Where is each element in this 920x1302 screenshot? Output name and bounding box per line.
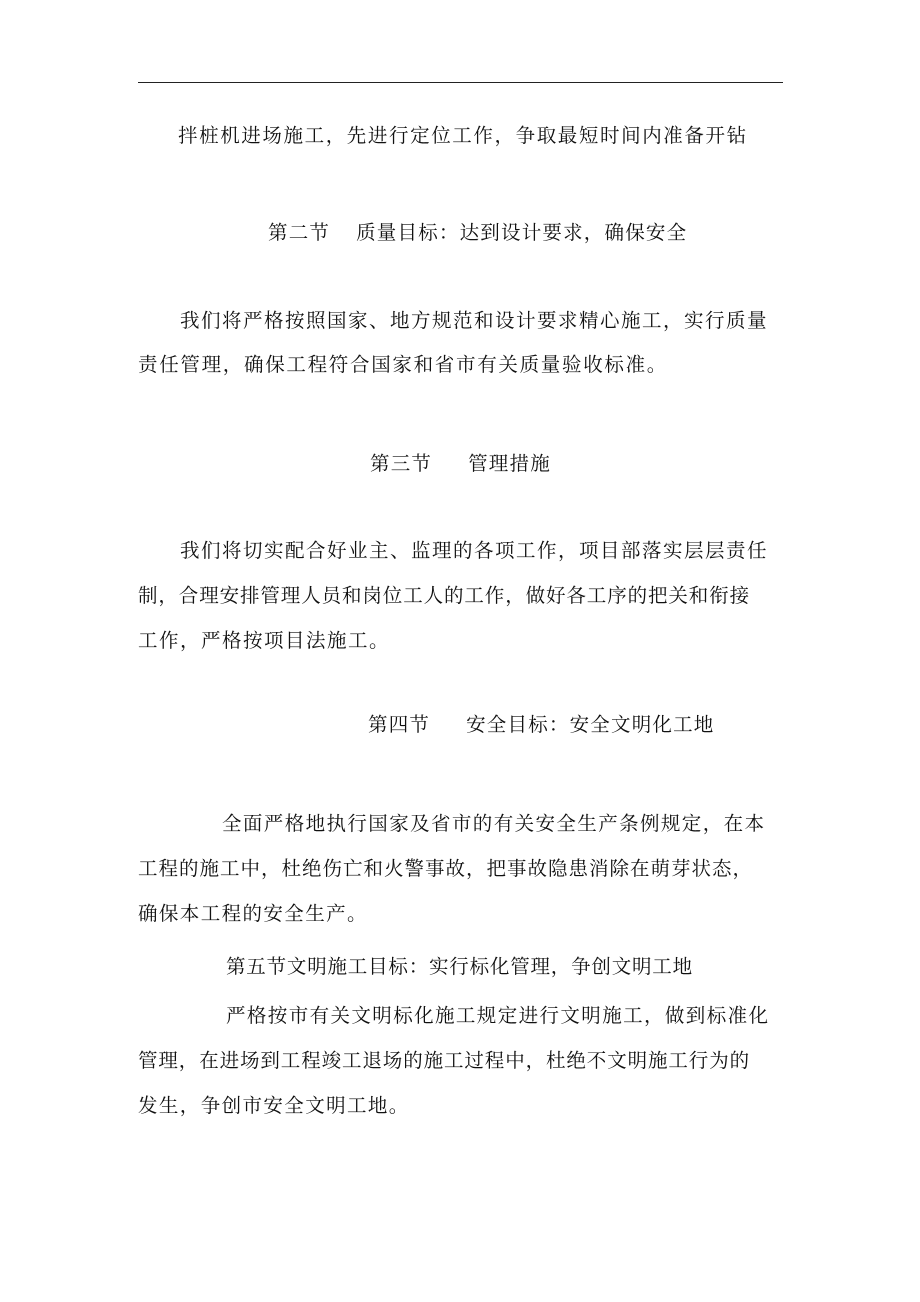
paragraph-4-line-3: 确保本工程的安全生产。 — [138, 902, 368, 925]
section-4-number: 第四节 — [368, 713, 431, 736]
paragraph-3-line-3: 工作，严格按项目法施工。 — [138, 629, 391, 652]
paragraph-3-line-1: 我们将切实配合好业主、监理的各项工作，项目部落实层层责任 — [180, 539, 769, 562]
section-4-title: 安全目标：安全文明化工地 — [466, 713, 715, 736]
section-3-heading — [370, 452, 551, 476]
paragraph-1-line-1: 拌桩机进场施工，先进行定位工作，争取最短时间内准备开钻 — [178, 124, 748, 147]
section-3-number: 第三节 — [370, 452, 433, 475]
section-2-title: 质量目标：达到设计要求，确保安全 — [356, 221, 688, 244]
section-2-heading — [268, 221, 687, 245]
paragraph-2-line-2: 责任管理，确保工程符合国家和省市有关质量验收标准。 — [138, 353, 669, 376]
paragraph-4-line-2: 工程的施工中，杜绝伤亡和火警事故，把事故隐患消除在萌芽状态， — [138, 857, 754, 880]
section-4-heading — [368, 713, 715, 737]
paragraph-4-line-1: 全面严格地执行国家及省市的有关安全生产条例规定，在本 — [222, 812, 766, 835]
paragraph-5-line-3: 发生，争创市安全文明工地。 — [138, 1094, 410, 1117]
paragraph-3-line-2: 制，合理安排管理人员和岗位工人的工作，做好各工序的把关和衔接 — [138, 584, 751, 607]
paragraph-2-line-1: 我们将严格按照国家、地方规范和设计要求精心施工，实行质量 — [180, 309, 769, 332]
header-rule — [138, 82, 783, 83]
paragraph-5-line-1: 严格按市有关文明标化施工规定进行文明施工，做到标准化 — [226, 1004, 770, 1027]
paragraph-5-line-2: 管理，在进场到工程竣工退场的施工过程中，杜绝不文明施工行为的 — [138, 1049, 751, 1072]
section-2-number: 第二节 — [268, 221, 331, 244]
section-5-heading: 第五节文明施工目标：实行标化管理，争创文明工地 — [226, 955, 693, 978]
section-3-title: 管理措施 — [468, 452, 551, 475]
